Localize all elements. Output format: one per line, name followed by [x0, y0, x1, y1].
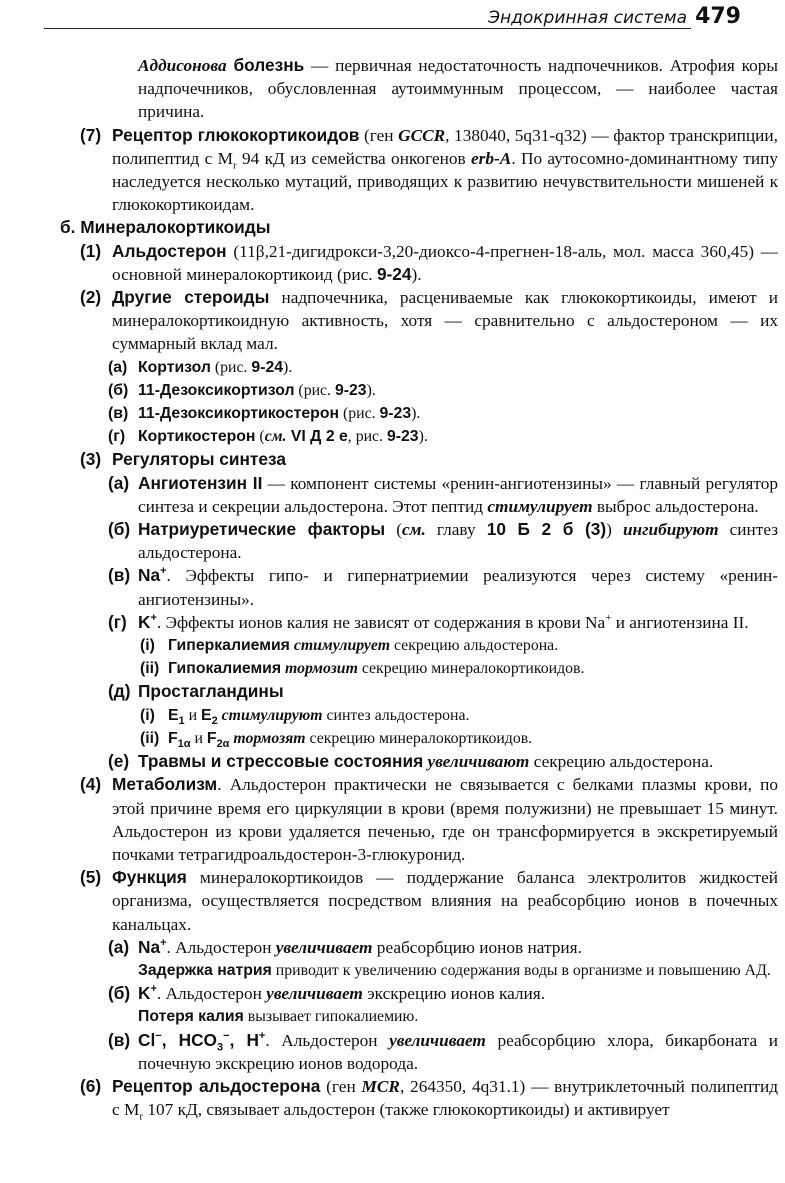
figure-ref: 9-23: [379, 405, 412, 423]
item-number: (6): [80, 1075, 102, 1096]
page-header: [0, 0, 785, 44]
text: (11β,21-дигидрокси-3,20-диоксо-4-прегнен-18-аль, мол. масса 360,45) — основной минералокортикоид (рис.: [112, 241, 778, 284]
text: экскрецию ионов калия.: [362, 984, 546, 1004]
item-number: (2): [80, 287, 102, 308]
term: Простагландины: [138, 681, 284, 702]
term: Гиперкалиемия: [168, 637, 290, 655]
emphasis: тормозят: [229, 729, 306, 747]
term: Cl: [138, 1029, 156, 1050]
item-number: (б): [108, 381, 129, 399]
text: 94 кД из семейства онкогенов: [236, 148, 472, 168]
term: Потеря калия: [138, 1008, 244, 1026]
emphasis: стимулируют: [217, 706, 323, 724]
item-number: (5): [80, 867, 102, 888]
text: (рис.: [339, 405, 380, 423]
subitem-na-reabsorption: [60, 936, 778, 959]
subscript: 1α: [177, 738, 191, 751]
term: F: [206, 729, 217, 747]
subitem-k-excretion: [60, 982, 778, 1005]
figure-ref: 9-23: [386, 428, 419, 446]
item-number: (в): [108, 1029, 131, 1050]
text: . По аутосомно-доминантному типу наследуется несколько мутаций, приводящих к развитию нечувствительности мишеней к глюкокортикоидам.: [112, 148, 778, 215]
text: (: [255, 428, 265, 446]
emphasis: увеличивает: [275, 937, 373, 957]
text: реабсорбцию ионов натрия.: [372, 937, 582, 957]
item-number: (д): [108, 681, 131, 702]
term: , H: [229, 1029, 259, 1050]
text: , 264350, 4q31.1) — внутриклеточный полипептид с M: [112, 1076, 778, 1120]
subsubitem-pg-e: [60, 704, 778, 727]
figure-ref: 9-23: [334, 381, 367, 399]
item-4-metabolism: [60, 773, 778, 866]
term-disease: болезнь: [233, 55, 305, 75]
text: приводит к увеличению содержания воды в организме и повышению АД.: [271, 961, 771, 979]
item-number: (3): [80, 449, 102, 470]
item-number: (в): [108, 565, 131, 586]
term: 11-Дезоксикортикостерон: [138, 405, 340, 423]
see-ref: см.: [264, 428, 287, 446]
item-number: (а): [108, 472, 130, 493]
subitem-corticosterone: [60, 425, 778, 448]
gene-name: GCCR: [398, 125, 446, 145]
text: ).: [411, 405, 421, 423]
text: реабсорбцию хлора, бикарбоната и почечную экскрецию ионов водорода.: [138, 1030, 778, 1073]
superscript: +: [160, 565, 167, 578]
subsubitem-hypokalemia: [60, 657, 778, 680]
item-number: (г): [108, 611, 127, 632]
subscript: r: [232, 159, 237, 172]
subitem-cortisol: [60, 356, 778, 379]
figure-ref: 9-24: [376, 263, 412, 284]
text: . Альдостерон: [265, 1030, 390, 1050]
term: K: [138, 983, 151, 1004]
item-3-regulators: [60, 448, 778, 471]
text: и: [190, 729, 207, 747]
subitem-prostaglandins: [60, 680, 778, 703]
term: Другие стероиды: [112, 287, 270, 308]
emphasis: увеличивают: [423, 752, 530, 772]
term: Рецептор глюкокортикоидов: [112, 124, 360, 145]
page-body: [60, 54, 778, 1121]
term: Na: [138, 936, 161, 957]
term: Кортикостерон: [138, 428, 256, 446]
item-number: (б): [108, 519, 131, 540]
subsubitem-hyperkalemia: [60, 634, 778, 657]
text: секрецию минералокортикоидов.: [305, 729, 533, 747]
term: E: [201, 706, 212, 724]
note-potassium-loss: [60, 1005, 778, 1028]
emphasis: тормозит: [281, 660, 358, 678]
subscript: r: [139, 1110, 144, 1123]
text: (ген: [359, 125, 399, 145]
text: ).: [366, 381, 376, 399]
header-rule: [44, 28, 741, 29]
text: минералокортикоидов — поддержание баланса электролитов жидкостей организма, осуществляется посредством влияния на реабсорбцию ионов в почечных канальцах.: [112, 868, 778, 934]
term: F: [168, 729, 178, 747]
text: (ген: [320, 1076, 362, 1096]
text: надпочечника, расцениваемые как глюкокортикоиды, имеют и минералокортикоидную активность, хотя — сравнительно с альдостероном — их суммарный вклад мал.: [112, 288, 778, 354]
subscript: 2α: [216, 738, 230, 751]
item-number: (ii): [140, 729, 160, 747]
text: (рис.: [210, 358, 252, 376]
term: , HCO: [161, 1029, 217, 1050]
see-ref: см.: [401, 520, 426, 540]
cross-ref: 10 Б 2 б (3): [486, 519, 607, 540]
text: секрецию минералокортикоидов.: [357, 660, 585, 678]
item-7-gc-receptor: [60, 124, 778, 217]
subitem-cl-hco3-h: [60, 1029, 778, 1075]
page-number: 479: [691, 4, 741, 29]
figure-ref: 9-24: [251, 358, 284, 376]
text: синтез альдостерона.: [322, 706, 470, 724]
item-6-aldosterone-receptor: [60, 1075, 778, 1121]
subitem-angiotensin: [60, 472, 778, 518]
item-number: (а): [108, 358, 128, 376]
term: Гипокалиемия: [168, 660, 282, 678]
item-number: (7): [80, 124, 102, 145]
term: Задержка натрия: [138, 961, 272, 979]
text: . Эффекты гипо- и гипернатриемии реализуются через систему «ренин-ангиотензины».: [138, 566, 778, 609]
text: вызывает гипокалиемию.: [243, 1008, 419, 1026]
text: секрецию альдостерона.: [390, 637, 559, 655]
subitem-natriuretic: [60, 518, 778, 564]
text: — компонент системы «ренин-ангиотензины» — главный регулятор синтеза и секреции альдостерона. Этот пептид: [138, 473, 778, 516]
subscript: 2: [211, 714, 218, 727]
running-title: Эндокринная система: [482, 8, 693, 28]
term: K: [138, 611, 151, 632]
item-5-function: [60, 866, 778, 936]
term: Рецептор альдостерона: [112, 1075, 321, 1096]
item-number: (г): [108, 428, 126, 446]
term: Травмы и стрессовые состояния: [138, 751, 424, 772]
superscript: +: [150, 612, 157, 625]
emphasis: увеличивает: [266, 984, 363, 1004]
subitem-deoxycorticosterone: [60, 402, 778, 425]
text: выброс альдостерона.: [592, 496, 759, 516]
emphasis: стимулирует: [289, 637, 391, 655]
text: , рис.: [347, 428, 387, 446]
item-number: (1): [80, 240, 102, 261]
text: (: [385, 520, 402, 540]
subsubitem-pg-f: [60, 727, 778, 750]
subscript: 3: [217, 1040, 224, 1053]
term: Функция: [112, 867, 187, 888]
subscript: 1: [178, 714, 185, 727]
item-number: (4): [80, 774, 102, 795]
text: ).: [283, 358, 293, 376]
text: . Альдостерон: [156, 984, 267, 1004]
superscript: +: [605, 612, 612, 625]
item-number: (i): [140, 637, 155, 655]
subitem-potassium: [60, 611, 778, 634]
item-number: (в): [108, 405, 129, 423]
text: главу: [425, 520, 487, 540]
item-2-other-steroids: [60, 286, 778, 356]
item-number: (i): [140, 706, 155, 724]
section-heading-mineralocorticoids: [60, 216, 778, 239]
term: Регуляторы синтеза: [112, 449, 286, 470]
text: секрецию альдостерона.: [529, 752, 714, 772]
section-title: б. Минералокортикоиды: [60, 217, 271, 238]
term: E: [168, 706, 179, 724]
superscript: +: [150, 983, 157, 996]
term: Альдостерон: [112, 240, 227, 261]
superscript: +: [160, 936, 167, 949]
emphasis: увеличивает: [389, 1030, 486, 1050]
term: Натриуретические факторы: [138, 519, 386, 540]
superscript: +: [258, 1029, 266, 1042]
text: ).: [418, 428, 428, 446]
text: и: [184, 706, 202, 724]
superscript: −: [223, 1029, 230, 1042]
term-addison: Аддисонова: [138, 56, 227, 75]
note-sodium-retention: [60, 959, 778, 982]
text: . Эффекты ионов калия не зависят от содержания в крови Na: [156, 612, 606, 632]
oncogene-name: erb-A: [471, 148, 512, 168]
term: Кортизол: [138, 358, 211, 376]
gene-name: MCR: [361, 1076, 400, 1096]
emphasis: стимулирует: [487, 496, 593, 516]
term: Na: [138, 565, 161, 586]
item-number: (е): [108, 751, 130, 772]
text: . Альдостерон: [166, 937, 276, 957]
text: — первичная недостаточность надпочечников. Атрофия коры надпочечников, обусловленная аутоиммунным процессом, — наиболее частая причина.: [138, 56, 778, 122]
text: ): [606, 520, 623, 540]
term: Ангиотензин II: [138, 472, 263, 493]
subitem-sodium: [60, 564, 778, 610]
text: 107 кД, связывает альдостерон (также глюкокортикоиды) и активирует: [143, 1100, 670, 1120]
text: синтез альдостерона.: [138, 520, 779, 563]
text: . Альдостерон практически не связывается с белками плазмы крови, по этой причине время его циркуляции в крови (время полужизни) не превышает 15 минут. Альдостерон из крови удаляется печенью, где он трансформируется в экскретируемый почками тетрагидроальдостерон-3-глюкуронид.: [112, 775, 778, 864]
text: и ангиотензина II.: [611, 612, 749, 632]
cross-ref: VI Д 2 е: [286, 428, 348, 446]
term: Метаболизм: [112, 774, 218, 795]
paragraph-addison: [60, 54, 778, 124]
text: , 138040, 5q31-q32) — фактор транскрипции, полипептид с M: [112, 125, 778, 168]
superscript: −: [155, 1029, 162, 1042]
subitem-trauma-stress: [60, 750, 778, 773]
text: ).: [411, 264, 422, 284]
term: 11-Дезоксикортизол: [138, 381, 295, 399]
item-number: (а): [108, 936, 130, 957]
item-1-aldosterone: [60, 240, 778, 286]
subitem-deoxycortisol: [60, 379, 778, 402]
text: (рис.: [294, 381, 335, 399]
item-number: (б): [108, 983, 131, 1004]
item-number: (ii): [140, 660, 160, 678]
emphasis: ингибируют: [622, 520, 719, 540]
